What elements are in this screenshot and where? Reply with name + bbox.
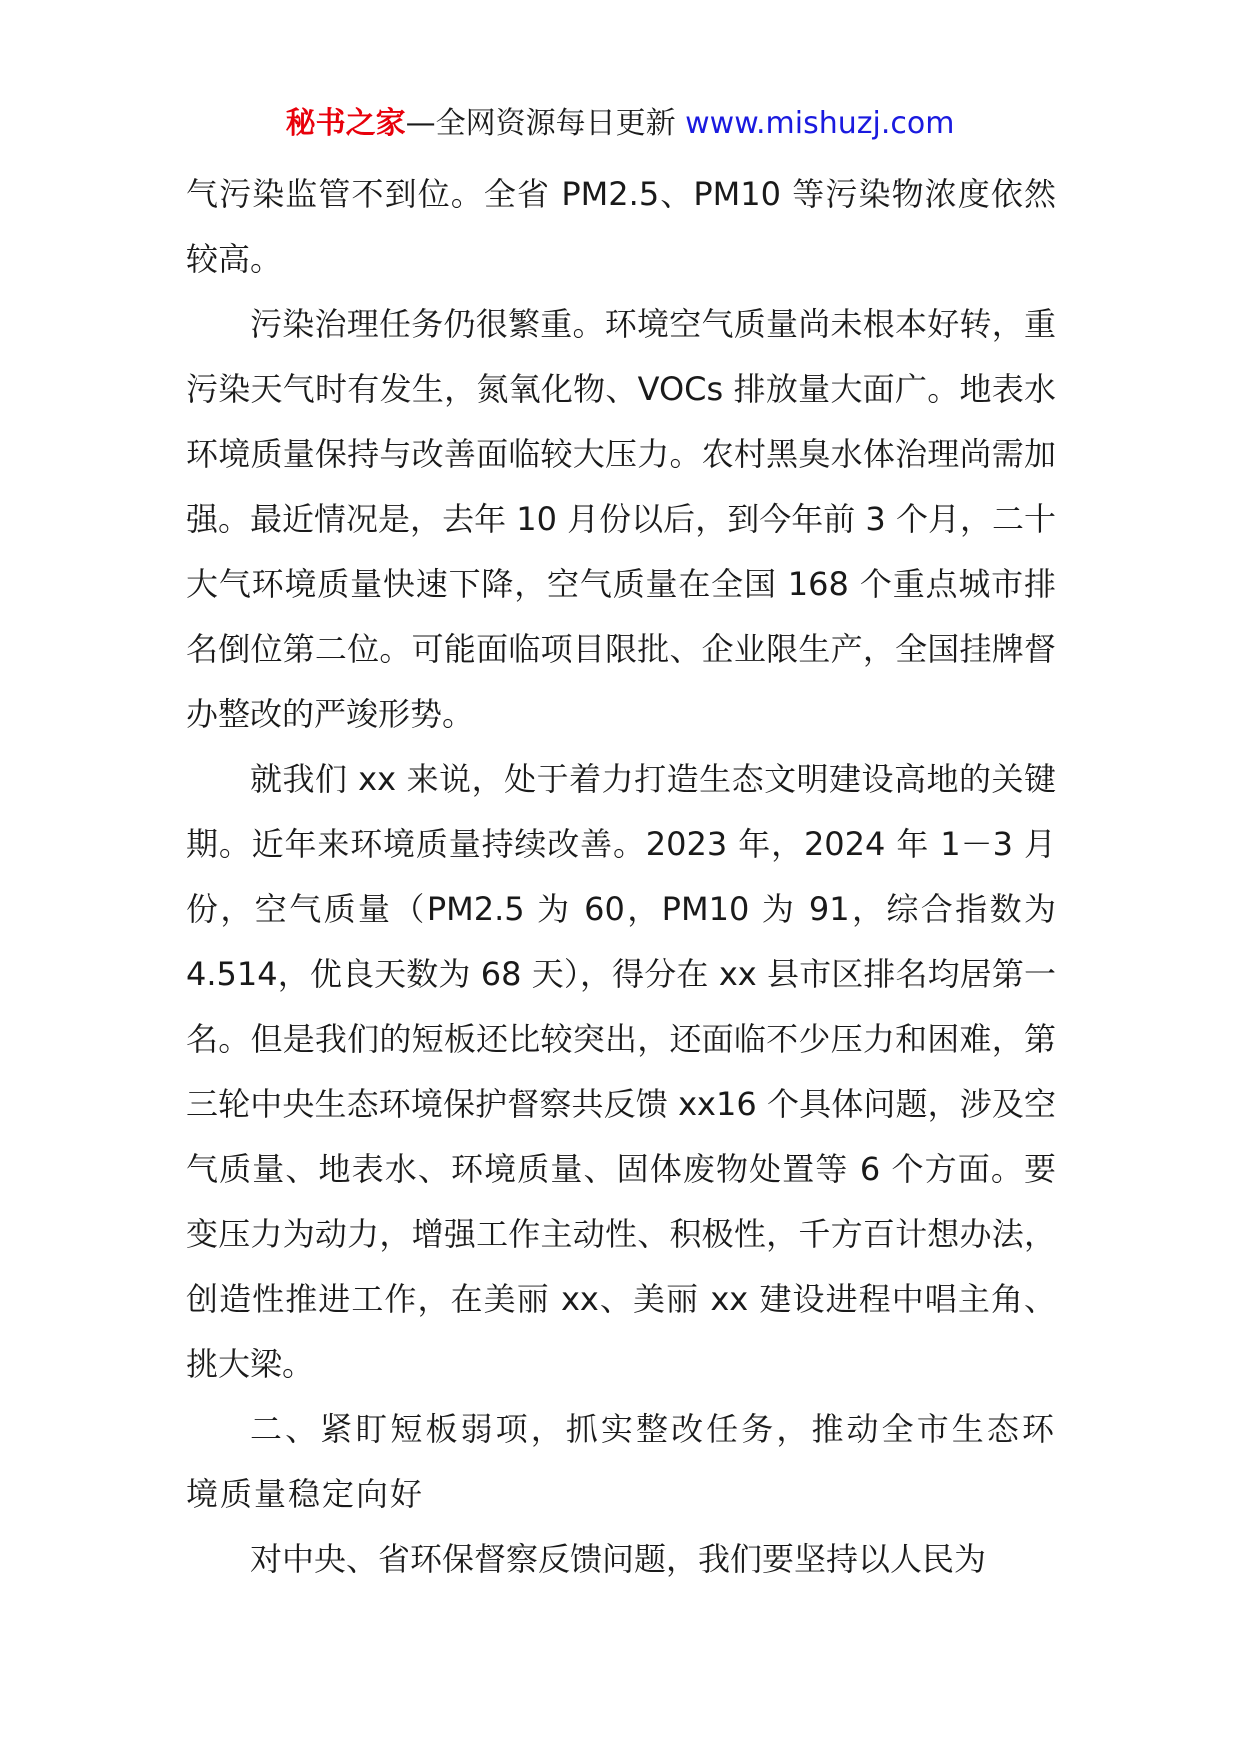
paragraph: 污染治理任务仍很繁重。环境空气质量尚未根本好转，重污染天气时有发生，氮氧化物、VOCs 排放量大面广。地表水环境质量保持与改善面临较大压力。农村黑臭水体治理尚需加强。最近情况是，去年 10 月份以后，到今年前 3 个月，二十大气环境质量快速下降，空气质量在全国 168 个重点城市排名倒位第二位。可能面临项目限批、企业限生产，全国挂牌督办整改的严竣形势。 bbox=[186, 305, 1056, 733]
document-body bbox=[186, 162, 1056, 1592]
section-heading: 二、紧盯短板弱项，抓实整改任务，推动全市生态环境质量稳定向好 bbox=[186, 1410, 1056, 1513]
page-header bbox=[0, 102, 1240, 146]
paragraph: 对中央、省环保督察反馈问题，我们要坚持以人民为 bbox=[250, 1540, 987, 1578]
header-tagline: —全网资源每日更新 bbox=[405, 106, 676, 141]
paragraph-continued: 气污染监管不到位。全省 PM2.5、PM10 等污染物浓度依然较高。 bbox=[186, 175, 1056, 278]
paragraph: 就我们 xx 来说，处于着力打造生态文明建设高地的关键期。近年来环境质量持续改善。2023 年，2024 年 1－3 月份，空气质量（PM2.5 为 60，PM10 为 91，综合指数为 4.514，优良天数为 68 天），得分在 xx 县市区排名均居第一名。但是我们的短板还比较突出，还面临不少压力和困难，第三轮中央生态环境保护督察共反馈 xx16 个具体问题，涉及空气质量、地表水、环境质量、固体废物处置等 6 个方面。要变压力为动力，增强工作主动性、积极性，千方百计想办法，创造性推进工作，在美丽 xx、美丽 xx 建设进程中唱主角、挑大梁。 bbox=[186, 760, 1056, 1383]
header-url-link[interactable]: www.mishuzj.com bbox=[685, 106, 955, 141]
header-brand: 秘书之家 bbox=[285, 106, 406, 141]
